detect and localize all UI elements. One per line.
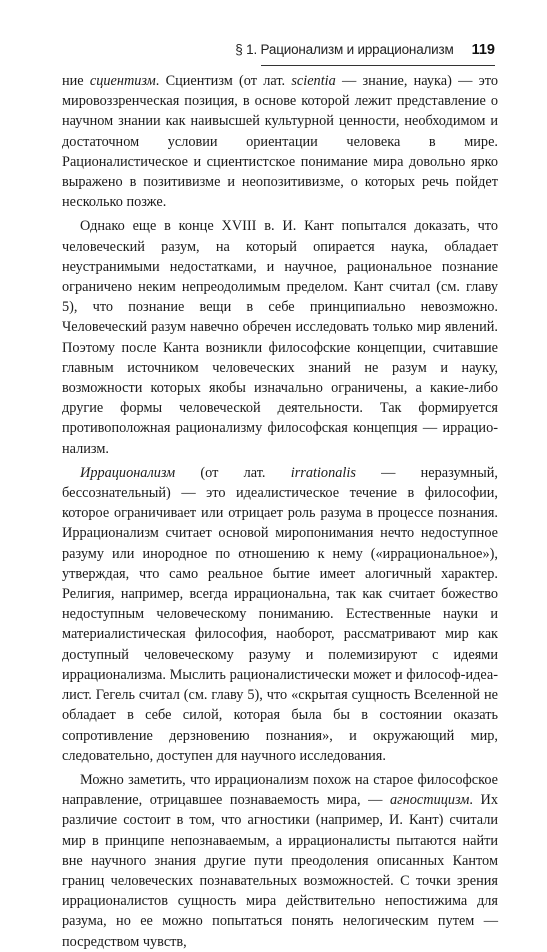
- paragraph-1-text-b: . Сциентизм (от лат.: [155, 73, 292, 89]
- paragraph-2: Однако еще в конце XVIII в. И. Кант попытался доказать, что человеческий разум, на который опирается наука, обладает неустранимыми недостатками, и научное, рациональное познание ограничено неким непреодолимым пределом. Кант считал (см. главу 5), что познание вещи в себе принципиально невозможно. Человеческий разум навечно обречен исследовать только мир явлений. Поэтому после Канта возникли философские концепции, считавшие главным источником человеческих знаний не разум и науку, возможности которых якобы изначально ограничены, а какие-либо другие формы человеческой деятельности. Так формируется противоположная рационализму философская концепция — иррационализм.: [62, 218, 498, 457]
- paragraph-4: [62, 770, 498, 952]
- paragraph-4-text-b: . Их различие состоит в том, что агностики (например, И. Кант) считали мир в принципе непознаваемым, а иррационалисты пытаются найти вне научного знания другие пути преодоления описанных Кантом границ человеческих познавательных возможностей. С точки зрения иррационалистов сущность мира действительно непостижима для разума, но ее можно попытаться понять нелогическим путем — посредством чувств,: [62, 792, 498, 950]
- latin-irrationalis: irrationalis: [290, 464, 356, 481]
- paragraph-3-text-b: — неразумный, бессознательный) — это идеалистическое течение в философии, которое ограничивает или отрицает роль разума в процессе познания. Иррационализм считает основой миропонимания нечто недоступное разуму или инородное по отношению к нему («иррациональное»), утверждая, что само реальное бытие имеет алогичный характер. Религия, например, всегда иррациональна, так как считает божество недоступным человеческому пониманию. Естественные науки и материалистическая философия, наоборот, рассматривают мир как доступный человеческому разуму и полемизируют с идеями иррационализма. Мыслить рационалистически может и философ-идеалист. Гегель считал (см. главу 5), что «скрытая сущность Вселенной не обладает в себе силой, которая была бы в состоянии оказать сопротивление дерзновению познания», и окружающий мир, следовательно, доступен для научного исследования.: [62, 464, 498, 764]
- paragraph-4-text-a: Можно заметить, что иррационализм похож на старое философское направление, отрицавшее познаваемость мира, —: [62, 771, 498, 809]
- term-irrationalism: Иррационализм: [80, 464, 176, 481]
- paragraph-3: [62, 463, 498, 766]
- paragraph-3-text-a: (от лат.: [175, 464, 291, 481]
- term-scientism: сциентизм: [89, 73, 156, 89]
- header-rule: [261, 65, 495, 66]
- latin-scientia: scientia: [291, 73, 336, 89]
- paragraph-1-text-a: ние: [62, 73, 90, 89]
- paragraph-1-text-c: — знание, наука) — это мировоззренческая позиция, в основе которой лежит представление о научном знании как наивысшей культурной ценности, необходимом и достаточном условии ориентации человека в мире. Рационалистическое и сциентистское понимание мира довольно ярко выражено в позитивизме и неопозитивизме, о которых речь пойдет несколько позже.: [62, 73, 498, 211]
- paragraph-1: [62, 71, 498, 212]
- body-text: [62, 71, 498, 952]
- running-title: § 1. Рационализм и иррационализм: [235, 42, 454, 57]
- page-number: 119: [471, 42, 495, 58]
- running-header: [235, 42, 495, 58]
- term-agnosticism: агностицизм: [389, 792, 470, 809]
